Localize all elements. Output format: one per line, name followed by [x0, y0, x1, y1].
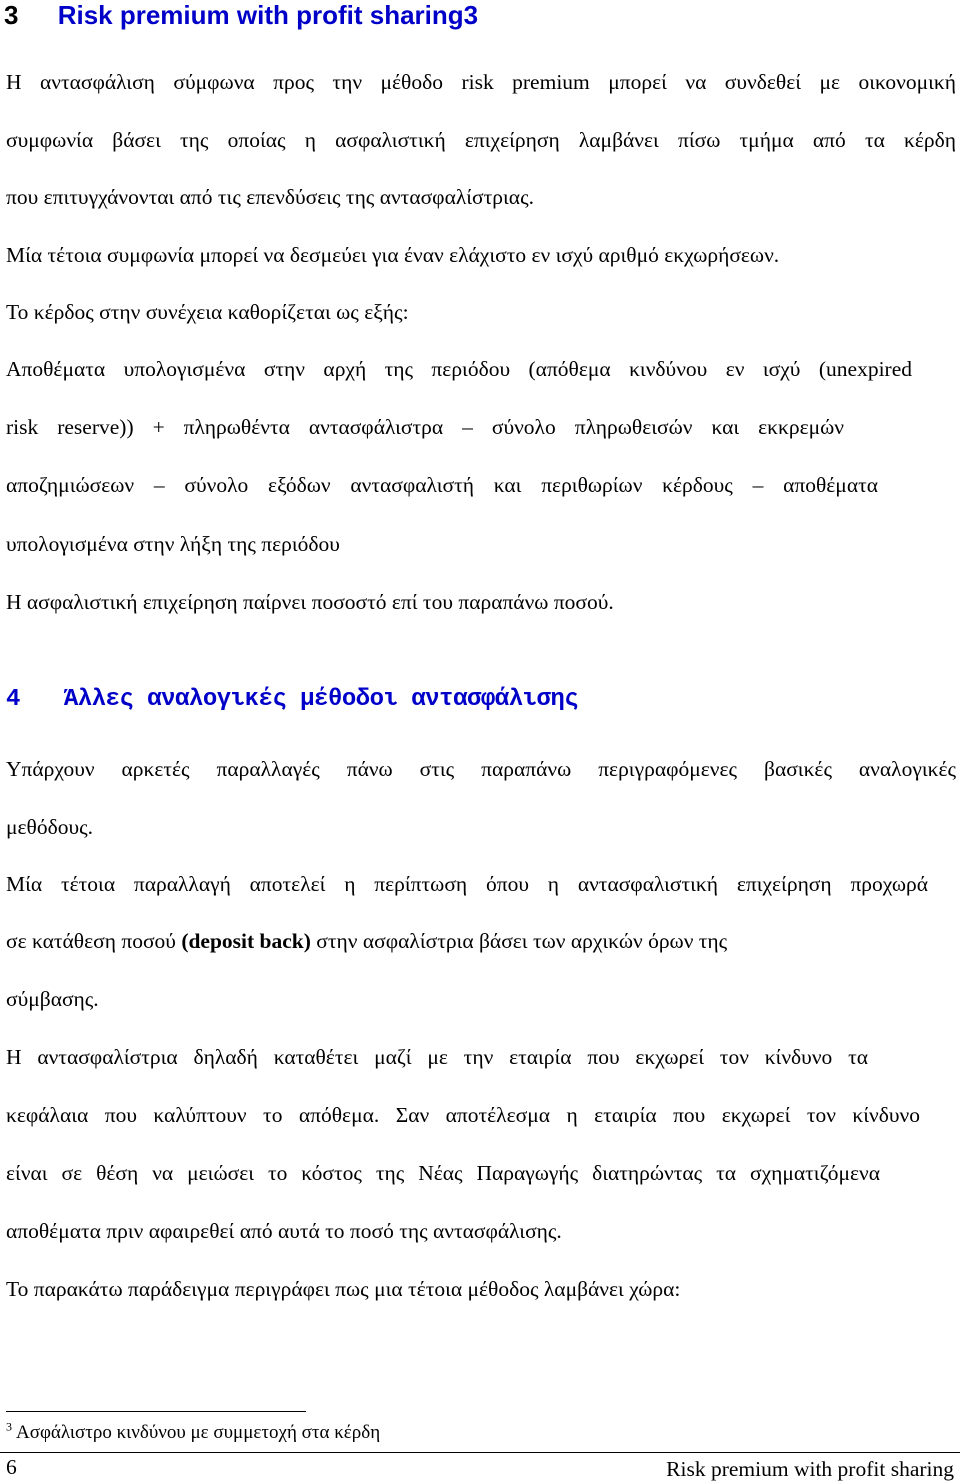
paragraph-line: που επιτυγχάνονται από τις επενδύσεις της αντασφαλίστριας. — [6, 185, 534, 209]
text-run: σε κατάθεση ποσού — [6, 929, 182, 953]
section-title: Risk premium with profit sharing3 — [57, 0, 479, 30]
section-number: 4 — [6, 686, 20, 713]
paragraph-line: είναι σε θέση να μειώσει το κόστος της Νέας Παραγωγής διατηρώντας τα σχηματιζόμενα — [6, 1161, 880, 1185]
paragraph-line: Αποθέματα υπολογισμένα στην αρχή της περιόδου (απόθεμα κινδύνου εν ισχύ (unexpired — [6, 357, 912, 381]
running-title: Risk premium with profit sharing — [666, 1457, 954, 1481]
bold-term: (deposit back) — [181, 929, 311, 953]
paragraph-line: risk reserve)) + πληρωθέντα αντασφάλιστρα – σύνολο πληρωθεισών και εκκρεμών — [6, 415, 844, 439]
footnote-separator — [6, 1411, 306, 1412]
paragraph-line: κεφάλαια που καλύπτουν το απόθεμα. Σαν αποτέλεσμα η εταιρία που εκχωρεί τον κίνδυνο — [6, 1103, 920, 1127]
paragraph: Το παρακάτω παράδειγμα περιγράφει πως μια τέτοια μέθοδος λαμβάνει χώρα: — [6, 1277, 681, 1301]
text-run: στην ασφαλίστρια βάσει των αρχικών όρων της — [310, 929, 728, 953]
paragraph-line — [6, 929, 727, 953]
footer-rule — [0, 1452, 960, 1453]
paragraph: Η ασφαλιστική επιχείρηση παίρνει ποσοστό επί του παραπάνω ποσού. — [6, 590, 614, 614]
footnote-mark: 3 — [6, 1419, 12, 1434]
paragraph-line: αποθέματα πριν αφαιρεθεί από αυτά το ποσό της αντασφάλισης. — [6, 1219, 562, 1243]
paragraph-line: Μία τέτοια παραλλαγή αποτελεί η περίπτωση όπου η αντασφαλιστική επιχείρηση προχωρά — [6, 872, 928, 896]
paragraph-line: συμφωνία βάσει της οποίας η ασφαλιστική επιχείρηση λαμβάνει πίσω τμήμα από τα κέρδη — [6, 128, 956, 152]
page-number: 6 — [6, 1455, 17, 1479]
paragraph-line: υπολογισμένα στην λήξη της περιόδου — [6, 532, 340, 556]
footnote — [6, 1419, 381, 1444]
paragraph-line: αποζημιώσεων – σύνολο εξόδων αντασφαλιστή και περιθωρίων κέρδους – αποθέματα — [6, 473, 878, 497]
paragraph-line: Υπάρχουν αρκετές παραλλαγές πάνω στις παραπάνω περιγραφόμενες βασικές αναλογικές — [6, 757, 956, 781]
section-number: 3 — [4, 0, 19, 30]
paragraph-line: Η αντασφάλιση σύμφωνα προς την μέθοδο risk premium μπορεί να συνδεθεί με οικονομική — [6, 70, 956, 94]
paragraph-line: μεθόδους. — [6, 815, 94, 839]
section-heading-3 — [4, 0, 478, 31]
paragraph-line: Η αντασφαλίστρια δηλαδή καταθέτει μαζί με την εταιρία που εκχωρεί τον κίνδυνο τα — [6, 1045, 868, 1069]
section-heading-4 — [6, 686, 578, 713]
paragraph: Μία τέτοια συμφωνία μπορεί να δεσμεύει για έναν ελάχιστο εν ισχύ αριθμό εκχωρήσεων. — [6, 243, 780, 267]
paragraph-line: σύμβασης. — [6, 987, 99, 1011]
footnote-text: Ασφάλιστρο κινδύνου με συμμετοχή στα κέρδη — [16, 1422, 381, 1443]
section-title: Άλλες αναλογικές μέθοδοι αντασφάλισης — [63, 686, 579, 713]
paragraph: Το κέρδος στην συνέχεια καθορίζεται ως εξής: — [6, 300, 409, 324]
